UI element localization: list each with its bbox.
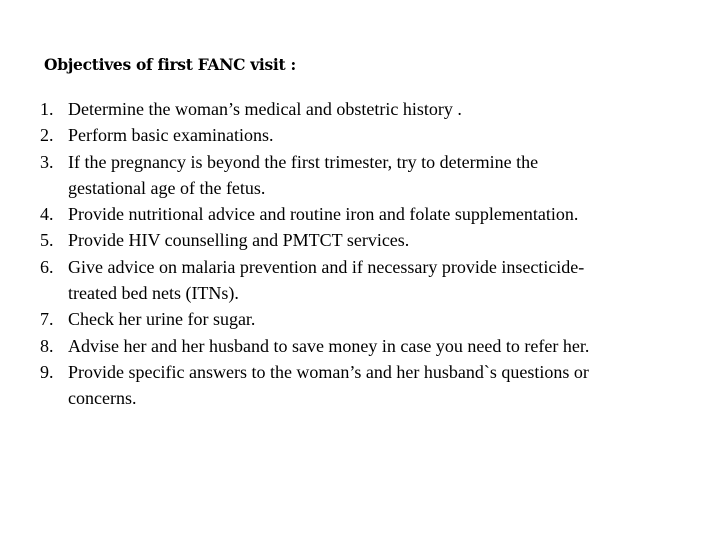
list-item-number: 5. [40,230,54,251]
list-item-line: Provide specific answers to the woman’s and her husband`s questions or [68,361,589,382]
list-item [40,227,680,253]
list-item-number: 4. [40,204,54,225]
list-item-text [68,96,680,122]
list-item-line: Check her urine for sugar. [68,309,256,330]
list-item-line: concerns. [68,388,137,409]
list-item-line: Provide HIV counselling and PMTCT services. [68,230,410,251]
list-item-line: Determine the woman’s medical and obstetric history . [68,99,462,119]
list-item-text [68,333,680,359]
list-item [40,306,680,332]
list-item-line: Advise her and her husband to save money in case you need to refer her. [68,335,590,356]
slide-title: Objectives of first FANC visit : [44,55,296,74]
list-item-text [68,201,680,227]
list-item-line: If the pregnancy is beyond the first trimester, try to determine the [68,151,539,172]
list-item [40,254,680,307]
list-item-number: 9. [40,361,54,382]
list-item-text [68,122,680,148]
list-item-number: 6. [40,256,54,277]
list-item-line: Perform basic examinations. [68,125,274,146]
list-item-number: 8. [40,335,54,356]
list-item [40,149,680,202]
list-item-text [68,149,680,202]
list-item-line: gestational age of the fetus. [68,177,266,198]
list-item-number: 3. [40,151,54,172]
list-item-number: 7. [40,309,54,330]
list-item [40,96,680,122]
list-item-text [68,359,680,412]
list-item-text [68,306,680,332]
list-item [40,359,680,412]
list-item-text [68,254,680,307]
list-item [40,122,680,148]
list-item-line: Provide nutritional advice and routine iron and folate supplementation. [68,204,579,225]
list-item-number: 2. [40,125,54,146]
list-item-number: 1. [40,99,54,119]
list-item-text [68,227,680,253]
objectives-list [40,96,680,412]
list-item [40,333,680,359]
list-item-line: Give advice on malaria prevention and if necessary provide insecticide- [68,256,585,277]
list-item-line: treated bed nets (ITNs). [68,283,239,304]
list-item [40,201,680,227]
